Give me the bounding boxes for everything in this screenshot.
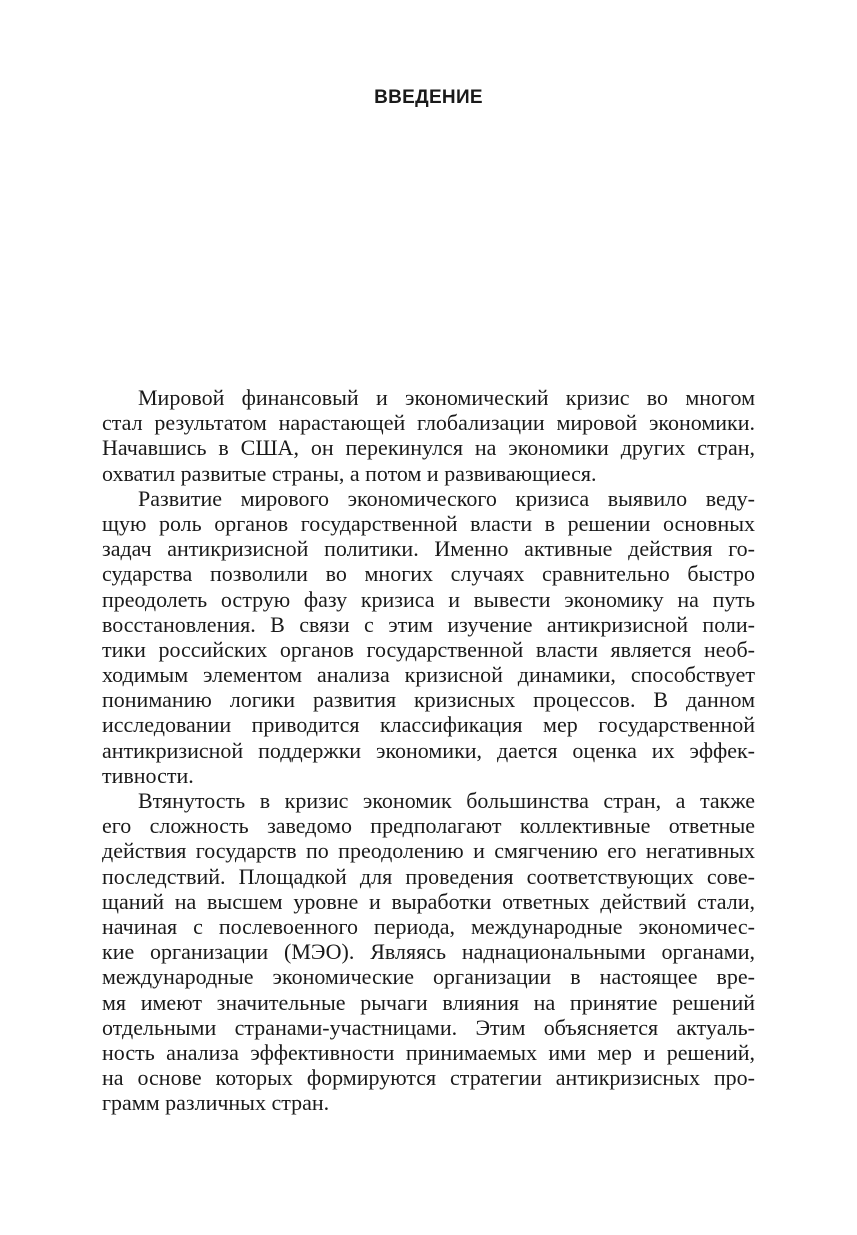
text-line: начиная с послевоенного периода, международные экономичес- <box>102 913 755 939</box>
paragraph-3 <box>102 788 755 1115</box>
text-line: антикризисной поддержки экономики, дается оценка их эффек- <box>102 737 755 763</box>
text-line: мя имеют значительные рычаги влияния на принятие решений <box>102 989 755 1015</box>
text-line: его сложность заведомо предполагают коллективные ответные <box>102 813 755 839</box>
text-line: отдельными странами-участницами. Этим объясняется актуаль- <box>102 1014 755 1040</box>
text-line: восстановления. В связи с этим изучение антикризисной поли- <box>102 611 755 637</box>
text-line: Начавшись в США, он перекинулся на экономики других стран, <box>102 435 755 461</box>
text-line: Втянутость в кризис экономик большинства стран, а также <box>138 788 755 813</box>
text-line: охватил развитые страны, а потом и развивающиеся. <box>102 460 597 486</box>
paragraph-2 <box>102 486 755 788</box>
text-line: последствий. Площадкой для проведения соответствующих сове- <box>102 863 755 889</box>
text-line: преодолеть острую фазу кризиса и вывести экономику на путь <box>102 586 755 612</box>
text-line: пониманию логики развития кризисных процессов. В данном <box>102 687 755 713</box>
text-line: кие организации (МЭО). Являясь наднациональными органами, <box>102 939 755 965</box>
text-line: сударства позволили во многих случаях сравнительно быстро <box>102 561 755 587</box>
text-line: исследовании приводится классификация мер государственной <box>102 712 755 738</box>
text-line: тики российских органов государственной власти является необ- <box>102 636 755 662</box>
paragraph-1 <box>102 385 755 486</box>
text-line: Мировой финансовый и экономический кризис во многом <box>138 385 755 410</box>
text-line: тивности. <box>102 762 194 788</box>
body-text <box>102 385 755 1115</box>
text-line: действия государств по преодолению и смягчению его негативных <box>102 838 755 864</box>
text-line: на основе которых формируются стратегии антикризисных про- <box>102 1065 755 1091</box>
text-line: стал результатом нарастающей глобализации мировой экономики. <box>102 410 755 436</box>
text-line: ходимым элементом анализа кризисной динамики, способствует <box>102 662 755 688</box>
text-line: задач антикризисной политики. Именно активные действия го- <box>102 536 755 562</box>
text-line: щаний на высшем уровне и выработки ответных действий стали, <box>102 888 755 914</box>
text-line: международные экономические организации в настоящее вре- <box>102 964 755 990</box>
text-line: грамм различных стран. <box>102 1090 330 1116</box>
text-line: щую роль органов государственной власти в решении основных <box>102 510 755 536</box>
text-line: ность анализа эффективности принимаемых ими мер и решений, <box>102 1039 755 1065</box>
page-title: ВВЕДЕНИЕ <box>374 87 483 108</box>
text-line: Развитие мирового экономического кризиса выявило веду- <box>138 485 755 511</box>
